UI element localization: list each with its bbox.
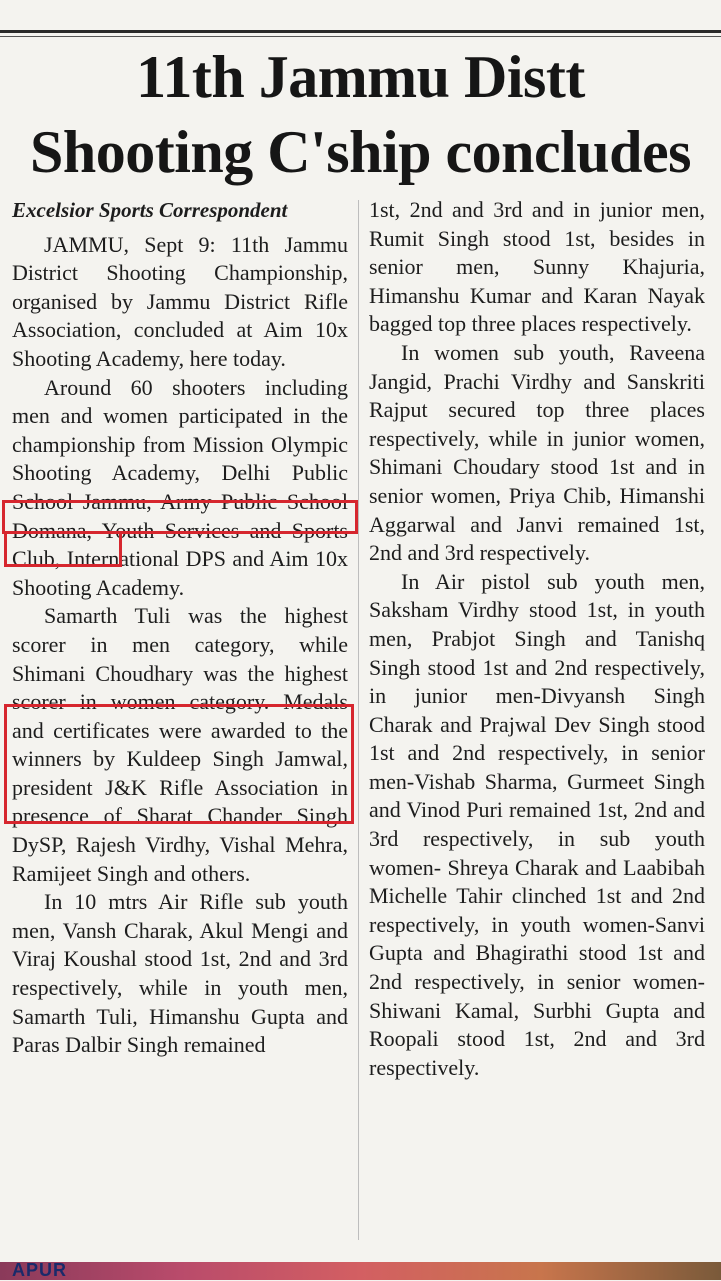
top-rule-thin [0, 36, 721, 37]
highlight-box-mission-olympic [2, 500, 358, 534]
paragraph-top-scorers: Samarth Tuli was the highest scorer in men category, while Shimani Choudhary was the highest scorer in women category. Medals and certificates were awarded to the winners by Kuldeep Singh Jamwal, president J&K Rifle Association in presence of Sharat Chander Singh DySP, Rajesh Virdhy, Vishal Mehra, Ramijeet Singh and others. [12, 603, 348, 886]
headline-line-1: 11th Jammu Distt [136, 44, 585, 110]
top-rule [0, 30, 721, 33]
column-divider [358, 200, 359, 1240]
paragraph-air-pistol: In Air pistol sub youth men, Saksham Virdhy stood 1st, in youth men, Prabjot Singh and Tanishq Singh stood 1st and 2nd respectively, in junior men-Divyansh Singh Charak and Prajwal Dev Singh stood 1st and 2nd respectively, in senior men-Vishab Sharma, Gurmeet Singh and Vinod Puri remained 1st, 2nd and 3rd respectively, in sub youth women- Shreya Charak and Laabibah Michelle Tahir clinched 1st and 2nd respectively, in youth women-Sanvi Gupta and Bhagirathi stood 1st and 2nd respectively, in senior women-Shiwani Kamal, Surbhi Gupta and Roopali stood 1st, 2nd and 3rd respectively. [369, 568, 705, 1080]
byline: Excelsior Sports Correspondent [12, 198, 288, 222]
article-headline [0, 40, 721, 190]
headline-line-2: Shooting C'ship concludes [29, 119, 692, 185]
highlight-box-academy [4, 531, 122, 567]
paragraph-air-rifle-cont: 1st, 2nd and 3rd and in junior men, Rumit Singh stood 1st, besides in senior men, Sunny Khajuria, Himanshu Kumar and Karan Nayak bagged top three places respectively. [369, 197, 705, 337]
highlight-box-top-scorers [4, 704, 354, 824]
footer-partial-text: APUR [12, 1260, 68, 1280]
paragraph-air-rifle: In 10 mtrs Air Rifle sub youth men, Vansh Charak, Akul Mengi and Viraj Koushal stood 1st, 2nd and 3rd respectively, while in youth men, Samarth Tuli, Himanshu Gupta and Paras Dalbir Singh remained [12, 889, 348, 1058]
article-column-right [369, 196, 705, 1082]
footer-ad-strip [0, 1262, 721, 1280]
paragraph-participants: Around 60 shooters including men and women participated in the championship from Mission Olympic Shooting Academy, Delhi Public School Jammu, Army Public School Domana, Youth Services and Sports Club, International DPS and Aim 10x Shooting Academy. [12, 374, 348, 600]
paragraph-women-results: In women sub youth, Raveena Jangid, Prachi Virdhy and Sanskriti Rajput secured top three places respectively, while in junior women, Shimani Choudary stood 1st and in senior women, Priya Chib, Himanshi Aggarwal and Janvi remained 1st, 2nd and 3rd respectively. [369, 339, 705, 566]
article-column-left [12, 196, 348, 1060]
paragraph-dateline: JAMMU, Sept 9: 11th Jammu District Shooting Championship, organised by Jammu District Rifle Association, concluded at Aim 10x Shooting Academy, here today. [12, 231, 348, 371]
